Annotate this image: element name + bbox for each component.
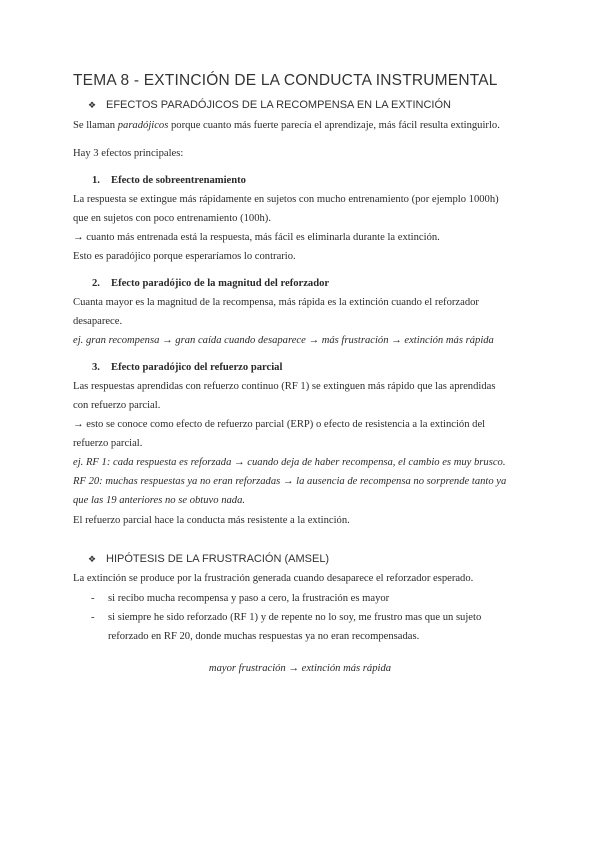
intro-text: Se llaman xyxy=(73,120,118,131)
diamond-bullet-icon: ❖ xyxy=(88,100,97,110)
example-line: ej. RF 1: cada respuesta es reforzada → cuando deja de haber recompensa, el cambio es muy brusco. xyxy=(73,457,506,468)
dash-bullet: - xyxy=(91,593,95,604)
paragraph-line: refuerzo parcial. xyxy=(73,438,143,449)
section-heading-text: EFECTOS PARADÓJICOS DE LA RECOMPENSA EN LA EXTINCIÓN xyxy=(106,99,451,111)
section-intro xyxy=(73,120,500,131)
list-item-text: si recibo mucha recompensa y paso a cero, la frustración es mayor xyxy=(108,593,390,604)
section-intro: La extinción se produce por la frustración generada cuando desaparece el reforzador esperado. xyxy=(73,573,474,584)
page-title: TEMA 8 - EXTINCIÓN DE LA CONDUCTA INSTRUMENTAL xyxy=(73,72,498,89)
effect-heading-3 xyxy=(92,362,282,373)
effect-title: Efecto de sobreentrenamiento xyxy=(111,175,246,186)
paragraph-line: que en sujetos con poco entrenamiento (100h). xyxy=(73,213,271,224)
list-item-text: reforzado en RF 20, donde muchas respuestas ya no eran recompensadas. xyxy=(108,631,420,642)
paragraph-line: → cuanto más entrenada está la respuesta, más fácil es eliminarla durante la extinción. xyxy=(73,232,440,243)
intro-text-end: porque cuanto más fuerte parecía el aprendizaje, más fácil resulta extinguirlo. xyxy=(168,120,500,131)
paragraph-line: Esto es paradójico porque esperaríamos lo contrario. xyxy=(73,251,296,262)
list-number: 2. xyxy=(92,278,100,289)
paragraph-line: → esto se conoce como efecto de refuerzo parcial (ERP) o efecto de resistencia a la extinción del xyxy=(73,419,486,430)
paragraph-line: La respuesta se extingue más rápidamente en sujetos con mucho entrenamiento (por ejemplo 1000h) xyxy=(73,194,499,205)
effects-count: Hay 3 efectos principales: xyxy=(73,148,184,159)
paragraph-line: Las respuestas aprendidas con refuerzo continuo (RF 1) se extinguen más rápido que las aprendidas xyxy=(73,381,496,392)
effect-title: Efecto paradójico de la magnitud del reforzador xyxy=(111,278,330,289)
section-heading-text: HIPÓTESIS DE LA FRUSTRACIÓN (AMSEL) xyxy=(106,553,330,565)
list-number: 1. xyxy=(92,175,100,186)
list-item-text: si siempre he sido reforzado (RF 1) y de repente no lo soy, me frustro mas que un sujeto xyxy=(108,612,482,623)
list-number: 3. xyxy=(92,362,100,373)
intro-italic-term: paradójicos xyxy=(117,120,169,131)
paragraph-line: con refuerzo parcial. xyxy=(73,400,161,411)
section-heading-frustration-hypothesis xyxy=(88,553,329,565)
paragraph-line: Cuanta mayor es la magnitud de la recompensa, más rápida es la extinción cuando el reforzador xyxy=(73,297,479,308)
example-line: RF 20: muchas respuestas ya no eran reforzadas → la ausencia de recompensa no sorprende tanto ya xyxy=(73,476,507,487)
paragraph-line: desaparece. xyxy=(73,316,123,327)
dash-bullet: - xyxy=(91,612,95,623)
summary-formula: mayor frustración → extinción más rápida xyxy=(208,663,392,674)
section-heading-paradoxical-effects xyxy=(88,99,451,111)
example-line: ej. gran recompensa → gran caída cuando desaparece → más frustración → extinción más rápida xyxy=(73,335,494,346)
diamond-bullet-icon: ❖ xyxy=(88,554,97,564)
effect-title: Efecto paradójico del refuerzo parcial xyxy=(111,362,283,373)
example-line: que las 19 anteriores no se obtuvo nada. xyxy=(73,495,246,506)
conclusion-line: El refuerzo parcial hace la conducta más resistente a la extinción. xyxy=(73,515,350,526)
effect-heading-2 xyxy=(92,278,329,289)
effect-heading-1 xyxy=(92,175,246,186)
